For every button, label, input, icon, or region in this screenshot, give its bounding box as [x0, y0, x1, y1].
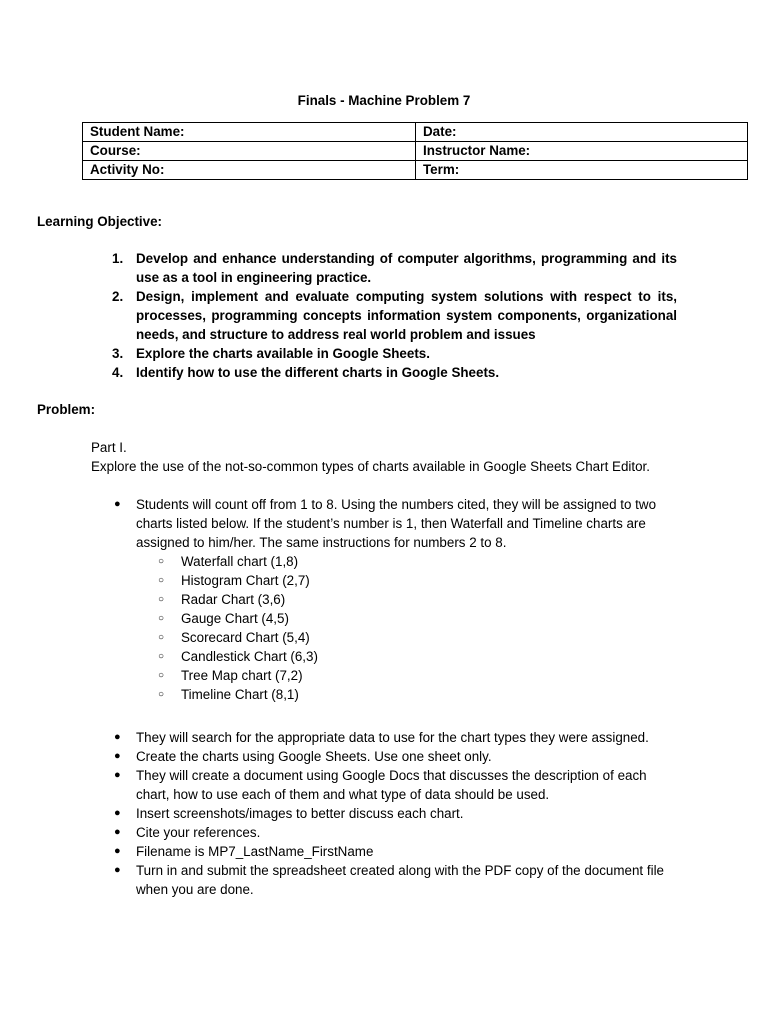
- instruction-text: Filename is MP7_LastName_FirstName: [136, 844, 374, 859]
- objective-item: [110, 363, 677, 382]
- objective-number: 4.: [112, 365, 124, 380]
- objective-text: Develop and enhance understanding of computer algorithms, programming and its use as a tool in engineering practice.: [136, 251, 677, 285]
- instruction-text: Turn in and submit the spreadsheet created along with the PDF copy of the document file when you are done.: [136, 863, 664, 897]
- sub-bullet-icon: ○: [158, 632, 165, 643]
- sub-bullet-icon: ○: [158, 556, 165, 567]
- objective-text: Design, implement and evaluate computing system solutions with respect to its, processes, programming concepts information system components, organizational needs, and structure to address real world problem and issues: [136, 289, 677, 342]
- sub-bullet-icon: ○: [158, 594, 165, 605]
- objective-number: 3.: [112, 346, 124, 361]
- sub-bullet-icon: ○: [158, 670, 165, 681]
- list-item: [112, 823, 672, 842]
- term-label: Term:: [416, 161, 748, 180]
- objective-item: [110, 287, 677, 344]
- list-item: [112, 495, 672, 704]
- problem-heading: Problem:: [37, 402, 96, 417]
- chart-assignment-text: Histogram Chart (2,7): [181, 573, 310, 588]
- part-one-intro: [91, 438, 731, 476]
- list-item: [112, 728, 672, 747]
- task-instructions-list: [112, 728, 672, 899]
- bullet-icon: ●: [114, 731, 121, 743]
- chart-assignment-item: [136, 590, 672, 609]
- table-row: [83, 142, 748, 161]
- instruction-text: They will create a document using Google Docs that discusses the description of each chart, how to use each of them and what type of data should be used.: [136, 768, 647, 802]
- chart-assignment-item: [136, 628, 672, 647]
- list-item: [112, 766, 672, 804]
- objective-item: [110, 249, 677, 287]
- count-off-instruction: Students will count off from 1 to 8. Using the numbers cited, they will be assigned to two charts listed below. If the student’s number is 1, then Waterfall and Timeline charts are assigned to him/her. The same instructions for numbers 2 to 8.: [136, 497, 657, 550]
- objective-text: Identify how to use the different charts in Google Sheets.: [136, 365, 500, 380]
- chart-assignment-text: Gauge Chart (4,5): [181, 611, 289, 626]
- chart-assignment-text: Radar Chart (3,6): [181, 592, 286, 607]
- instruction-text: They will search for the appropriate data to use for the chart types they were assigned.: [136, 730, 649, 745]
- chart-assignment-text: Timeline Chart (8,1): [181, 687, 299, 702]
- sub-bullet-icon: ○: [158, 613, 165, 624]
- assignment-instructions-list: [112, 495, 672, 704]
- bullet-icon: ●: [114, 750, 121, 762]
- table-row: [83, 161, 748, 180]
- student-name-label: Student Name:: [83, 123, 416, 142]
- bullet-icon: ●: [114, 807, 121, 819]
- list-item: [112, 861, 672, 899]
- chart-assignment-item: [136, 666, 672, 685]
- chart-assignment-text: Tree Map chart (7,2): [181, 668, 303, 683]
- sub-bullet-icon: ○: [158, 651, 165, 662]
- page-title: Finals - Machine Problem 7: [297, 93, 471, 108]
- chart-assignment-item: [136, 685, 672, 704]
- date-label: Date:: [416, 123, 748, 142]
- bullet-icon: ●: [114, 864, 121, 876]
- sub-bullet-icon: ○: [158, 689, 165, 700]
- objective-item: [110, 344, 677, 363]
- bullet-icon: ●: [114, 498, 121, 510]
- instruction-text: Cite your references.: [136, 825, 261, 840]
- bullet-icon: ●: [114, 769, 121, 781]
- student-info-table: [82, 122, 748, 180]
- instruction-text: Create the charts using Google Sheets. Use one sheet only.: [136, 749, 492, 764]
- instructor-name-label: Instructor Name:: [416, 142, 748, 161]
- objective-number: 2.: [112, 289, 124, 304]
- objective-number: 1.: [112, 251, 124, 266]
- list-item: [112, 747, 672, 766]
- bullet-icon: ●: [114, 826, 121, 838]
- course-label: Course:: [83, 142, 416, 161]
- chart-assignment-text: Waterfall chart (1,8): [181, 554, 299, 569]
- table-row: [83, 123, 748, 142]
- chart-assignment-list: [136, 552, 672, 704]
- part-label: Part I.: [91, 440, 127, 455]
- chart-assignment-item: [136, 609, 672, 628]
- objective-text: Explore the charts available in Google Sheets.: [136, 346, 430, 361]
- chart-assignment-item: [136, 647, 672, 666]
- list-item: [112, 842, 672, 861]
- list-item: [112, 804, 672, 823]
- activity-no-label: Activity No:: [83, 161, 416, 180]
- chart-assignment-text: Candlestick Chart (6,3): [181, 649, 318, 664]
- chart-assignment-item: [136, 571, 672, 590]
- learning-objectives-list: [110, 249, 677, 382]
- learning-objective-heading: Learning Objective:: [37, 214, 163, 229]
- part-description: Explore the use of the not-so-common types of charts available in Google Sheets Chart Editor.: [91, 459, 650, 474]
- bullet-icon: ●: [114, 845, 121, 857]
- sub-bullet-icon: ○: [158, 575, 165, 586]
- chart-assignment-item: [136, 552, 672, 571]
- chart-assignment-text: Scorecard Chart (5,4): [181, 630, 310, 645]
- instruction-text: Insert screenshots/images to better discuss each chart.: [136, 806, 464, 821]
